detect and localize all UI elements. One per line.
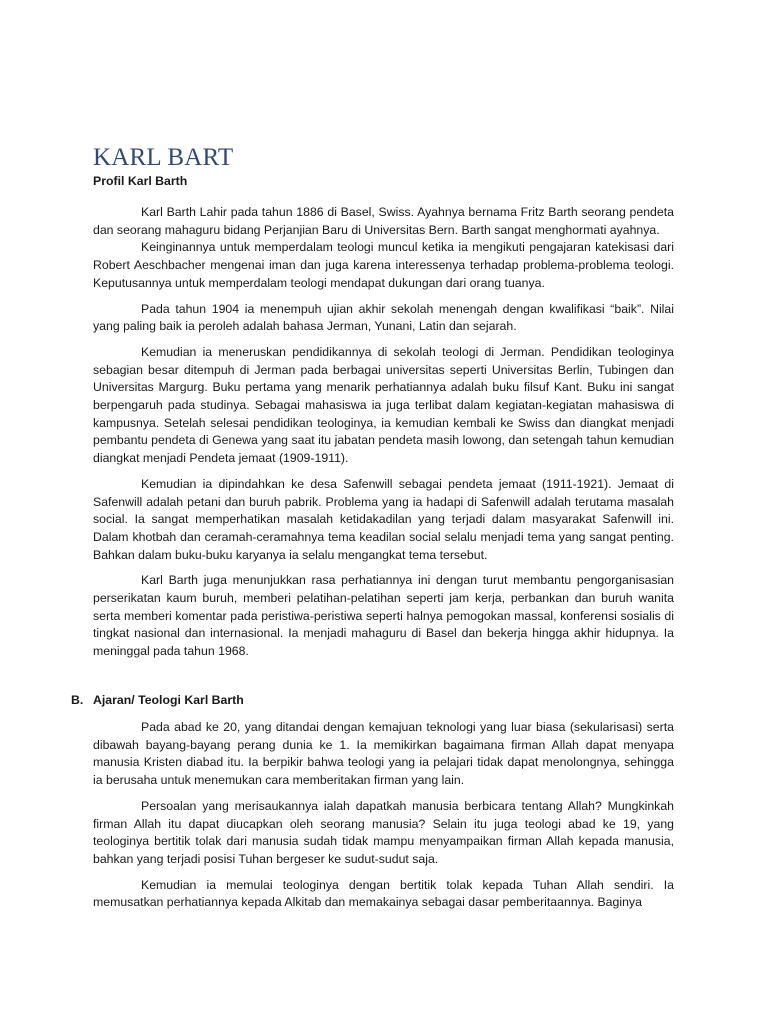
paragraph: Persoalan yang merisaukannya ialah dapatkah manusia berbicara tentang Allah? Mungkinkah firman Allah itu dapat diucapkan oleh seorang manusia? Selain itu juga teologi abad ke 19, yang teologinya bertitik tolak dari manusia sudah tidak mampu menyampaikan firman Allah kepada manusia, bahkan yang terjadi posisi Tuhan bergeser ke sudut-sudut saja. bbox=[93, 798, 674, 866]
paragraph: Kemudian ia meneruskan pendidikannya di sekolah teologi di Jerman. Pendidikan teologinya sebagian besar ditempuh di Jerman pada berbagai universitas seperti Universitas Berlin, Tubingen dan Universitas Margurg. Buku pertama yang menarik perhatiannya adalah buku filsuf Kant. Buku ini sangat berpengaruh pada studinya. Sebagai mahasiswa ia juga terlibat dalam kegiatan-kegiatan mahasiswa di kampusnya. Setelah selesai pendidikan teologinya, ia kemudian kembali ke Swiss dan diangkat menjadi pembantu pendeta di Genewa yang saat itu jabatan pendeta masih lowong, dan setengah tahun kemudian diangkat menjadi Pendeta jemaat (1909-1911). bbox=[93, 344, 674, 466]
document-title: KARL BART bbox=[93, 144, 234, 171]
paragraph: Kemudian ia dipindahkan ke desa Safenwill sebagai pendeta jemaat (1911-1921). Jemaat di Safenwill adalah petani dan buruh pabrik. Problema yang ia hadapi di Safenwill adalah terutama masalah social. Ia sangat memperhatikan masalah ketidakadilan yang terjadi dalam masyarakat Safenwill ini. Dalam khotbah dan ceramah-ceramahnya tema keadilan social selalu menjadi tema yang sangat penting. Bahkan dalam buku-buku karyanya ia selalu mengangkat tema tersebut. bbox=[93, 476, 674, 562]
paragraph: Kemudian ia memulai teologinya dengan bertitik tolak kepada Tuhan Allah sendiri. Ia memusatkan perhatiannya kepada Alkitab dan memakainya sebagai dasar pemberitaannya. Baginya bbox=[93, 877, 674, 910]
profile-body bbox=[93, 204, 674, 661]
section-marker: B. bbox=[71, 693, 84, 707]
paragraph: Keinginannya untuk memperdalam teologi muncul ketika ia mengikuti pengajaran katekisasi dari Robert Aeschbacher mengenai iman dan juga karena interessenya terhadap problema-problema teologi. Keputusannya untuk memperdalam teologi mendapat dukungan dari orang tuanya. bbox=[93, 240, 674, 290]
section-heading bbox=[71, 692, 244, 709]
section-subtitle: Profil Karl Barth bbox=[93, 174, 188, 188]
paragraph: Karl Barth Lahir pada tahun 1886 di Basel, Swiss. Ayahnya bernama Fritz Barth seorang pendeta dan seorang mahaguru bidang Perjanjian Baru di Universitas Bern. Barth sangat menghormati ayahnya. bbox=[93, 205, 674, 237]
paragraph: Karl Barth juga menunjukkan rasa perhatiannya ini dengan turut membantu pengorganisasian perserikatan kaum buruh, memberi pelatihan-pelatihan seperti jam kerja, perbankan dan buruh wanita serta memberi komentar pada peristiwa-peristiwa seperti halnya pemogokan massal, konferensi sosialis di tingkat nasional dan internasional. Ia menjadi mahaguru di Basel dan bekerja hingga akhir hidupnya. Ia meninggal pada tahun 1968. bbox=[93, 573, 674, 659]
section-heading-text: Ajaran/ Teologi Karl Barth bbox=[93, 693, 244, 707]
teologi-body bbox=[93, 719, 674, 912]
paragraph: Pada abad ke 20, yang ditandai dengan kemajuan teknologi yang luar biasa (sekularisasi) serta dibawah bayang-bayang perang dunia ke 1. Ia memikirkan bagaimana firman Allah dapat menyapa manusia Kristen diabad itu. Ia berpikir bahwa teologi yang ia pelajari tidak dapat menolongnya, sehingga ia berusaha untuk menemukan cara memberitakan firman yang lain. bbox=[93, 720, 674, 788]
paragraph: Pada tahun 1904 ia menempuh ujian akhir sekolah menengah dengan kwalifikasi “baik”. Nilai yang paling baik ia peroleh adalah bahasa Jerman, Yunani, Latin dan sejarah. bbox=[93, 301, 674, 334]
